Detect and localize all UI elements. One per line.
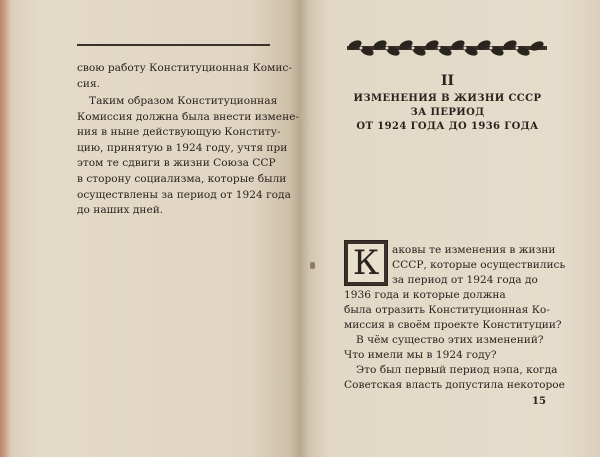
body-line: 1936 года и которые должна [344, 289, 506, 301]
left-paragraph-2 [77, 94, 299, 219]
body-line: Что имели мы в 1924 году? [344, 349, 497, 361]
text-line: Комиссия должна была внести измене- [77, 110, 299, 123]
body-line: миссия в своём проекте Конституции? [344, 319, 562, 331]
body-line: Это был первый период нэпа, когда [356, 364, 558, 376]
text-line: цию, принятую в 1924 году, учтя при [77, 141, 288, 154]
text-line: в сторону социализма, которые были [77, 172, 287, 185]
text-line: свою работу Конституционная Комис- [77, 62, 292, 74]
body-line: В чём существо этих изменений? [356, 334, 544, 346]
body-line: за период от 1924 года до [392, 274, 538, 286]
chapter-heading-line: ИЗМЕНЕНИЯ В ЖИЗНИ СССР [353, 93, 542, 104]
ornament-garland-icon [347, 37, 547, 59]
page-edge [0, 0, 10, 457]
left-paragraph-1 [77, 61, 292, 92]
text-line: до наших дней. [77, 204, 164, 217]
body-line: аковы те изменения в жизни [392, 244, 556, 256]
text-line: ния в ныне действующую Конститу- [77, 126, 281, 139]
text-line: сия. [77, 77, 101, 90]
drop-cap [344, 240, 388, 286]
chapter-heading-line: ЗА ПЕРИОД [410, 107, 485, 118]
body-line: была отразить Конституционная Ко- [344, 304, 550, 316]
gutter-mark [310, 262, 315, 269]
text-line: осуществлены за период от 1924 года [77, 188, 291, 201]
text-line: Таким образом Конституционная [89, 95, 278, 107]
drop-cap-letter: К [348, 244, 384, 282]
chapter-number: II [440, 73, 455, 89]
body-line: Советская власть допустила некоторое [344, 379, 565, 391]
body-line: СССР, которые осуществились [392, 259, 566, 271]
page-number: 15 [532, 396, 546, 407]
top-rule [77, 44, 270, 46]
text-line: этом те сдвиги в жизни Союза ССР [77, 157, 276, 170]
chapter-heading-line: ОТ 1924 ГОДА ДО 1936 ГОДА [356, 121, 539, 132]
